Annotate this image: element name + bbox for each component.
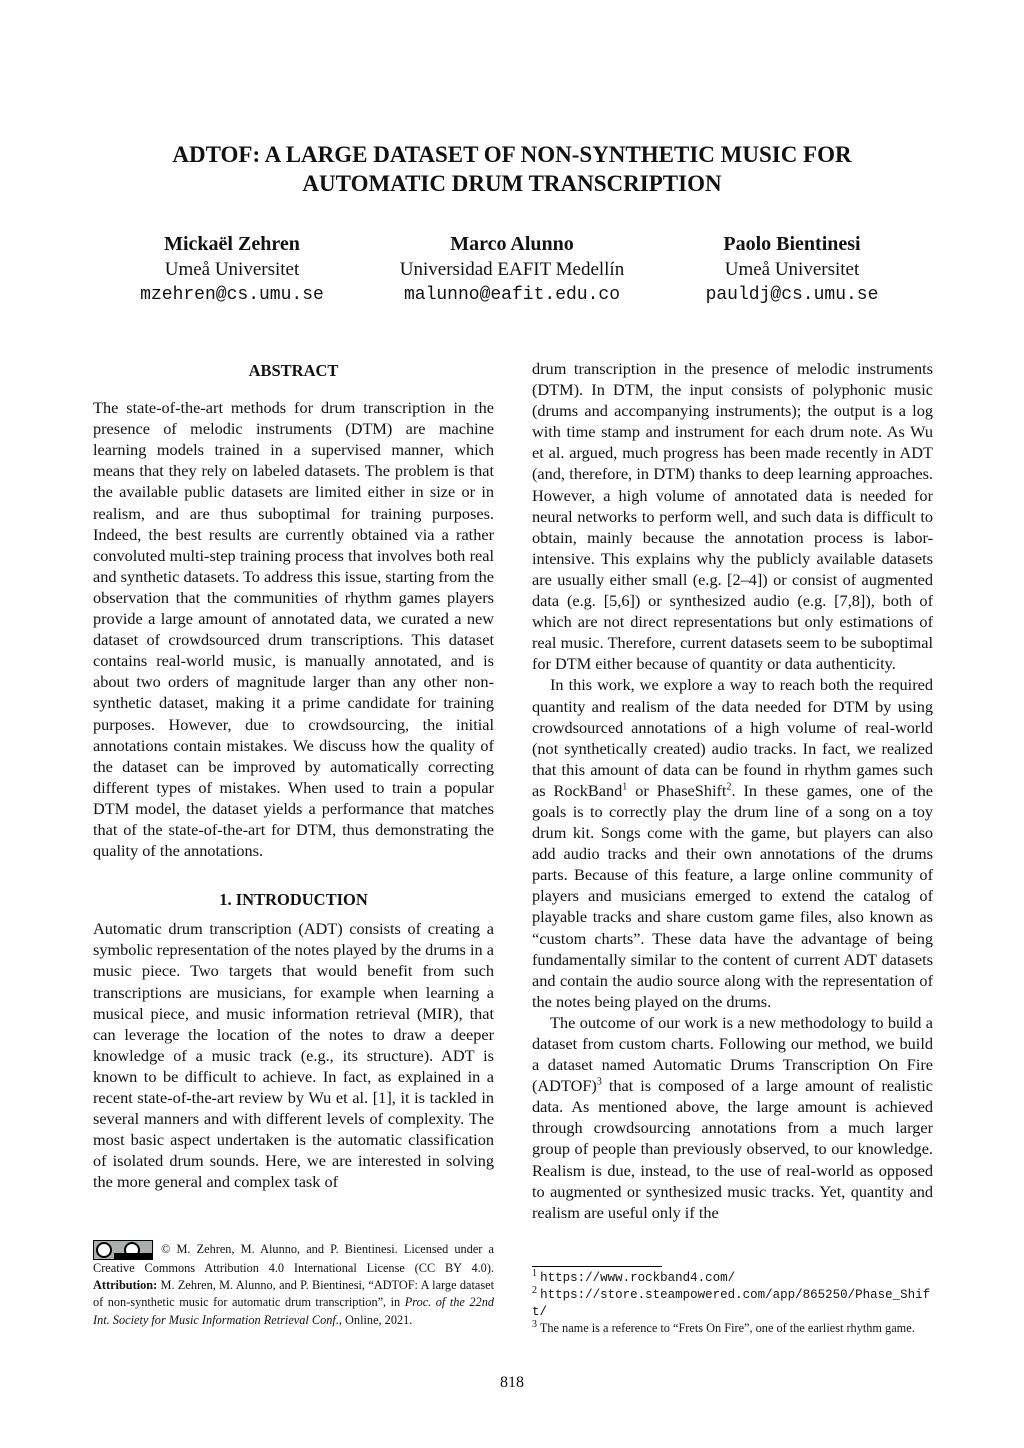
left-column [93,358,494,1192]
footnote-2: $^2$ https://store.steampowered.com/app/865250/Phase_Shift/ [532,1284,931,1319]
author-name: Mickaël Zehren [164,233,300,255]
author-2 [372,232,652,309]
intro-paragraph-2: In this work, we explore a way to reach both the required quantity and realism of the data needed for DTM by using crowdsourced annotations of a high volume of real-world (not synthetically created) audio tracks. In fact, we realized that this amount of data can be found in rhythm games such as RockBand$^1$ or PhaseShift$^2$. In these games, one of the goals is to correctly play the drum line of a song on a toy drum kit. Songs come with the game, but players can also add audio tracks and their own annotations of the drums parts. Because of this feature, a large online community of players and musicians emerged to extend the catalog of playable tracks and share custom game files, also known as “custom charts”. These data have the advantage of being fundamentally similar to the content of current ADT datasets and contain the audio source along with the representation of the notes being played on the drums. [532,675,934,1011]
footnote-rule [532,1266,662,1267]
intro-paragraph-1: Automatic drum transcription (ADT) consists of creating a symbolic representation of the notes played by the drums in a music piece. Two targets that would benefit from such transcriptions are musicians, for example when learning a musical piece, and music information retrieval (MIR), that can leverage the location of the notes to draw a deeper knowledge of a music track (e.g., its structure). ADT is known to be difficult to achieve. In fact, as explained in a recent state-of-the-art review by Wu et al. [1], it is tackled in several manners and with different levels of complexity. The most basic aspect undertaken is the automatic classification of isolated drum sounds. Here, we are interested in solving the more general and complex task of [93,919,494,1192]
author-name: Marco Alunno [450,233,574,255]
footnote-3: $^3$ The name is a reference to “Frets On Fire”, one of the earliest rhythm game. [532,1318,915,1335]
attribution-tail: , Online, 2021. [338,1312,413,1327]
author-affiliation: Universidad EAFIT Medellín [399,259,625,280]
author-3 [652,232,932,309]
footnote-1-link[interactable]: https://www.rockband4.com/ [540,1271,736,1285]
footnote-ref-3[interactable]: 3 [596,1076,602,1088]
license-copyright: © M. Zehren, M. Alunno, and P. Bientinesi. Licensed under a Creative Commons Attribution 4.0 International License (CC BY 4.0). [93,1241,494,1275]
footnote-2-link[interactable]: https://store.steampowered.com/app/865250/Phase_Shift/ [532,1288,931,1319]
attribution-text: M. Zehren, M. Alunno, and P. Bientinesi, “ADTOF: A large dataset of non-synthetic music for automatic drum transcription”, in [93,1278,494,1310]
right-column [532,358,933,1223]
title-line-1: ADTOF: A LARGE DATASET OF NON-SYNTHETIC MUSIC FOR [172,142,852,167]
footnote-ref-1[interactable]: 1 [622,781,628,793]
attribution-label: Attribution: [93,1278,158,1293]
footnote-ref-2[interactable]: 2 [726,781,732,793]
footnotes [532,1266,933,1336]
abstract-heading: ABSTRACT [248,361,339,380]
license-block [93,1240,494,1329]
intro-paragraph-3: The outcome of our work is a new methodology to build a dataset from custom charts. Following our method, we build a dataset named Automatic Drums Transcription On Fire (ADTOF)$^3$ that is composed of a large amount of realistic data. As mentioned above, the large amount is achieved through crowdsourcing annotations from a much larger group of people than previously observed, to our knowledge. Realism is due, instead, to the use of real-world as opposed to augmented or synthesized music tracks. Yet, quantity and realism are useful only if the [532,1012,933,1222]
page-number: 818 [500,1374,524,1391]
author-affiliation: Umeå Universitet [164,259,300,280]
author-block [92,232,932,309]
author-name: Paolo Bientinesi [723,233,861,255]
paper-title [0,140,1024,198]
intro-paragraph-1-continued: drum transcription in the presence of melodic instruments (DTM). In DTM, the input consists of polyphonic music (drums and accompanying instruments); the output is a log with time stamp and instrument for each drum note. As Wu et al. argued, much progress has been made recently in ADT (and, therefore, in DTM) thanks to deep learning approaches. However, a high volume of annotated data is needed for neural networks to perform well, and such data is difficult to obtain, mainly because the annotation process is labor-intensive. This explains why the publicly available datasets are usually either small (e.g. [2–4]) or consist of augmented data (e.g. [5,6]) or synthesized audio (e.g. [7,8]), both of which are not direct representations but only estimations of real music. Therefore, current datasets seem to be suboptimal for DTM either because of quantity or data authenticity. [532,359,933,674]
author-1 [92,232,372,309]
cc-by-icon [93,1240,153,1260]
title-line-2: AUTOMATIC DRUM TRANSCRIPTION [302,171,722,196]
author-email: mzehren@cs.umu.se [140,285,324,305]
proceedings-name: Proc. of the 22nd Int. Society for Music Information Retrieval Conf. [93,1295,494,1327]
author-email: malunno@eafit.edu.co [403,285,621,305]
abstract-text: The state-of-the-art methods for drum transcription in the presence of melodic instruments (DTM) are machine learning models trained in a supervised manner, which means that they rely on labeled datasets. The problem is that the available public datasets are limited either in size or in realism, and are thus suboptimal for training purposes. Indeed, the best results are currently obtained via a rather convoluted multi-step training process that involves both real and synthetic datasets. To address this issue, starting from the observation that the communities of rhythm games players provide a large amount of annotated data, we curated a new dataset of crowdsourced drum transcriptions. This dataset contains real-world music, is manually annotated, and is about two orders of magnitude larger than any other non-synthetic dataset, making it a prime candidate for training purposes. However, due to crowdsourcing, the initial annotations contain mistakes. We discuss how the quality of the dataset can be improved by automatically correcting different types of mistakes. When used to train a popular DTM model, the dataset yields a performance that matches that of the state-of-the-art for DTM, thus demonstrating the quality of the annotations. [93,398,494,861]
footnote-3-text: The name is a reference to “Frets On Fire”, one of the earliest rhythm game. [539,1321,915,1335]
author-affiliation: Umeå Universitet [724,259,860,280]
author-email: pauldj@cs.umu.se [705,285,879,305]
footnote-1: $^1$ https://www.rockband4.com/ [532,1267,736,1285]
introduction-heading: 1. INTRODUCTION [219,890,368,910]
